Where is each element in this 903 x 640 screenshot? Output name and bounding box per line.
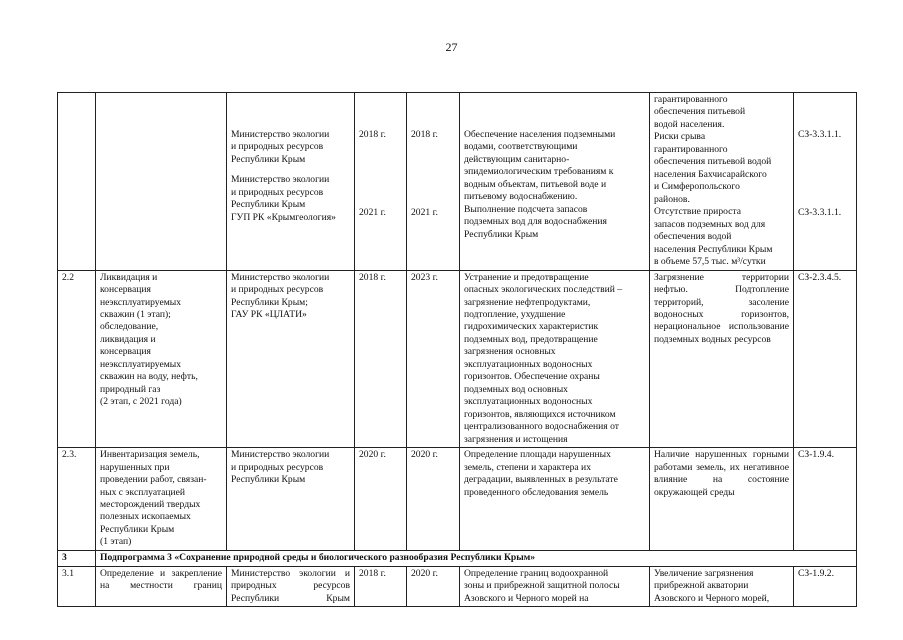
subprogram-num: 3 — [58, 551, 96, 566]
subprogram-row — [58, 551, 857, 566]
cell-end: 2020 г. — [407, 566, 460, 606]
page-number: 27 — [445, 40, 458, 54]
cell-num: 3.1 — [58, 566, 96, 606]
result-text: Определение границ водоохранной зоны и прибрежной защитной полосы Азовского и Черного морей на — [464, 567, 620, 604]
subprogram-title: Подпрограмма 3 «Сохранение природной среды и биологического разнообразия Республики Крым» — [96, 551, 857, 566]
cell-org — [227, 448, 355, 551]
result-text: Обеспечение населения подземными водами, соответствующими действующим санитарно- эпидемиологическим требованиям к водным объектам, питьевой воде и питьевому водоснабжению. — [464, 129, 616, 203]
cell-code: СЗ-1.9.2. — [794, 566, 857, 606]
risk-text: Риски срыва гарантированного обеспечения питьевой водой населения Бахчисарайского и Симферопольского районов. — [654, 131, 772, 205]
cell-org — [227, 270, 355, 448]
org-text: Министерство экологии и природных ресурсов Республики Крым — [231, 129, 330, 165]
cell-result — [460, 93, 650, 271]
name-text: Ликвидация и консервация неэксплуатируемых скважин (1 этап); обследование, ликвидация и консервация неэксплуатируемых скважин на воду, нефть, природный газ (2 этап, с 2021 года) — [100, 271, 198, 408]
cell-name — [96, 448, 227, 551]
cell-name — [96, 270, 227, 448]
result-text: Определение площади нарушенных земель, степени и характера их деградации, выявленных в результате проведенного обследования земель — [464, 449, 618, 498]
cell-code: СЗ-2.3.4.5. — [794, 270, 857, 448]
table-row — [58, 566, 857, 606]
risk-text: Отсутствие прироста запасов подземных вод для обеспечения водой населения Республики Крым в объеме 57,5 тыс. м³/сутки — [654, 206, 773, 268]
risk-text: гарантированного обеспечения питьевой водой населения. — [654, 94, 746, 130]
cell-risk — [650, 566, 794, 606]
cell-start — [355, 93, 407, 271]
cell-num: 2.3. — [58, 448, 96, 551]
cell-num — [58, 93, 96, 271]
cell-end — [407, 93, 460, 271]
table-row — [58, 448, 857, 551]
cell-code: СЗ-1.9.4. — [794, 448, 857, 551]
name-text: Инвентаризация земель, нарушенных при проведении работ, связан- ных с эксплуатацией месторождений твердых полезных ископаемых Республики Крым (1 этап) — [100, 449, 207, 548]
risk-text: Загрязнение территории нефтью. Подтопление территорий, засоление водоносных горизонтов, нерациональное использование подземных водных ресурсов — [654, 271, 789, 345]
code-text: СЗ-3.3.1.1. — [798, 129, 842, 140]
org-text: Министерство экологии и природных ресурсов Республики Крым ГУП РК «Крымгеология» — [231, 174, 336, 223]
cell-name: Определение и закрепление на местности границ — [96, 566, 227, 606]
end-year: 2021 г. — [411, 207, 438, 219]
risk-text: Наличие нарушенных горными работами земель, их негативное влияние на состояние окружающей среды — [654, 449, 789, 498]
cell-result — [460, 566, 650, 606]
cell-start: 2018 г. — [355, 270, 407, 448]
cell-start: 2020 г. — [355, 448, 407, 551]
cell-org — [227, 93, 355, 271]
measures-table — [57, 92, 857, 607]
org-text: Министерство экологии и природных ресурсов Республики Крым — [231, 449, 330, 486]
cell-end: 2020 г. — [407, 448, 460, 551]
table-row — [58, 270, 857, 448]
cell-org: Министерство экологии и природных ресурсов Республики Крым — [227, 566, 355, 606]
cell-start: 2018 г. — [355, 566, 407, 606]
cell-num: 2.2 — [58, 270, 96, 448]
cell-result — [460, 448, 650, 551]
org-text: Министерство экологии и природных ресурсов Республики Крым; ГАУ РК «ЦЛАТИ» — [231, 271, 330, 320]
end-year: 2018 г. — [411, 129, 438, 140]
cell-risk — [650, 93, 794, 271]
cell-result — [460, 270, 650, 448]
result-text: Устранение и предотвращение опасных экологических последствий – загрязнение нефтепродуктами, подтопление, ухудшение гидрохимических характеристик подземных вод, предотвращение загрязнения основных эксплуатационных водоносных горизонтов. Обеспечение охраны подземных вод основных эксплуатационных водоносных горизонтов, являющихся источником централизованного водоснабжения от загрязнения и истощения — [464, 271, 623, 445]
cell-end: 2023 г. — [407, 270, 460, 448]
cell-risk — [650, 448, 794, 551]
start-year: 2021 г. — [359, 207, 386, 219]
table-row-continuation — [58, 93, 857, 271]
code-text: СЗ-3.3.1.1. — [798, 207, 842, 219]
result-text: Выполнение подсчета запасов подземных вод для водоснабжения Республики Крым — [464, 203, 607, 240]
cell-risk — [650, 270, 794, 448]
cell-code — [794, 93, 857, 271]
start-year: 2018 г. — [359, 129, 386, 140]
cell-name — [96, 93, 227, 271]
risk-text: Увеличение загрязнения прибрежной акватории Азовского и Черного морей, — [654, 567, 770, 604]
